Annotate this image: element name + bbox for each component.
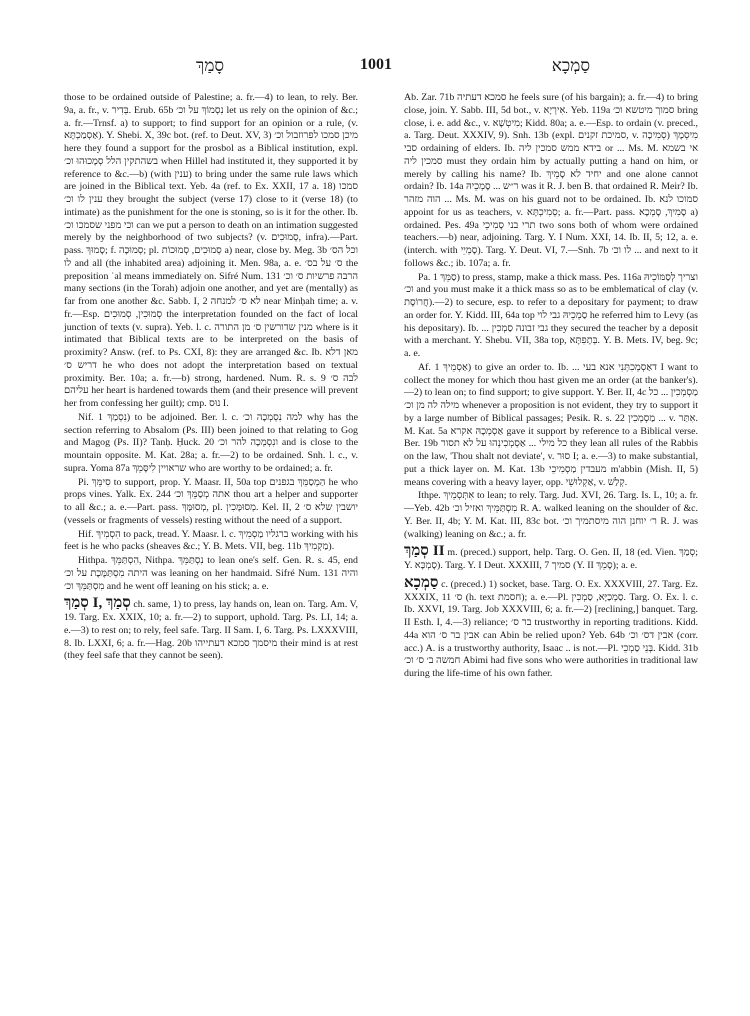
right-para-ithpe: Ithpe. אִתְּסְמֵיךְ to lean; to rely. Targ. Jud. XVI, 26. Targ. Is. L, 10; a. fr.—Yeb. 42b מִסְתַּמֵּיךְ ואזיל וכ׳ R. A. walked leaning on the shoulder of &c. Y. Ber. II, 4b; Y. M. Kat. III, 83c bot. ר׳ יוחנן הוה מיסתמיך וכ׳ R. J. was (walking) leaning on &c.; a. fr. <box>404 490 698 540</box>
entry-headword: סַמְכָא <box>404 574 439 591</box>
left-para-pi: Pi. סִימֵּךְ to support, prop. Y. Maasr. II, 50a top הַמְסַמֵּךְ בגפנים he who props vines. Yalk. Ex. 244 אתה מְסַמֵּךְ וכ׳ thou art a helper and supporter to all &c.; a. e.—Part. pass. מְסוּמָּךְ, pl. מְסוּמָּכִין. Kel. II, 2 יושבין שלא ס׳ (vessels or fragments of vessels) resting without the need of a support. <box>64 476 358 526</box>
entry-headword: סְמַךְ I, סְמַךְ <box>64 595 131 612</box>
entry-text: c. (preced.) 1) socket, base. Targ. O. Ex. XXXVIII, 27. Targ. Ez. XXXIX, 11 ס׳ (h. text חסמת); a. e.—Pl. סַמְכַיָּא, סַמְכִין. Targ. O. Ex. l. c. Ib. XXVI, 19. Targ. Job XXXVIII, 6; a. fr.—2) [reclining,] banquet. Targ. II Esth. I, 4.—3) reliance; בר ס׳ trustworthy in reporting traditions. Kidd. 44a אבין בר ס׳ הוא can Abin be relied upon? Yeb. 64b אבין דס׳ וכ׳ (corr. acc.) A. is a trustworthy authority, Isaac .. is not.—Pl. בְּנֵי סַמְכֵי. Kidd. 31b חמשה ב׳ ס׳ וכ׳ Abimi had five sons who were authorities in traditional law during the life-time of his own father. <box>404 578 699 679</box>
page-number: 1001 <box>360 56 392 73</box>
left-column <box>64 92 358 663</box>
entry-text: ch. same, 1) to press, lay hands on, lean on. Targ. Am. V, 19. Targ. Ex. XXIX, 10; a. fr.—2) to support, uphold. Targ. Ps. LI, 14; a. e.—3) to rest on; to rely, feel safe. Targ. II Sam. I, 6. Targ. Ps. LXXXVIII, 8. Ib. LXXI, 6; a. fr.—Hag. 20b מיסמך סמכא דעתייהו their mind is at rest (they feel safe that they cannot be seen). <box>64 599 359 662</box>
header-left-guide-word: סָמַךְ <box>196 56 225 75</box>
left-para-nif: Nif. נִסְמַךְ 1) to be adjoined. Ber. l. c. למה נִסְמְכָה וכ׳ why has the section referring to Absalom (Ps. III) been joined to that relating to Gog and Magog (Ps. II)? Tanḥ. Ḥuck. 20 ונִסְמְכָה להר וכ׳ and is close to the mountain opposite. M. Kat. 28a; a. fr.—2) to be ordained. Snh. l. c., v. supra. Yoma 87a שראויין לִיסָּמֵךְ who are worthy to be ordained; a. fr. <box>64 411 359 474</box>
right-para-continued: Ab. Zar. 71b סמכא דעתיה he feels sure (of his bargain); a. fr.—4) to bring close, join. Y. Sabb. III, 5d bot., v. אִירְיָא. Yeb. 119a סמוך מיטשא וכ׳ bring close, i. e. add &c., v. מִיטְשָׁא; Kidd. 80a; a. e.—Esp. to ordain (v. preced., a. Targ. Deut. XXXIV, 9). Snh. 13b (expl. סמיכת זקנים, v. סְמִיכָה) מִיסְמָךְ סבי ordaining of elders. Ib. בידא ממש סמכין ליה or ... Ms. M. אי בשמא סמכין ליה must they ordain him by actually putting a hand on him, or merely by calling his name? Ib. יחיד לא סָמֵיךְ and one alone cannot ordain? Ib. 14a ר״ש ... סָמְכֵיהּ was it R. J. ben B. that ordained R. Meir? Ib. הוה מזהר ... Ms. M. was on his guard not to be ordained. Ib. סמוכו לנא appoint for us as teachers, v. סְמִיכְתָּא; a. fr.—Part. pass. סָמִיךְ, סָמְכָא a) ordained. Pes. 49a תרי בני סָמִיכֵי two sons both of whom were ordained teachers.—b) near, adjoining. Targ. Y. I Num. XXI, 14. Ib. II, 5; 12, a. e. (interch. with סָמְיֵי). Targ. Y. Deut. VI, 7.—Snh. 7b לו וכ׳ ... and next to it follows &c.; ib. 107a; a. fr. <box>404 92 699 269</box>
left-para-hithpa: Hithpa. הִסְתַּמֵּךְ, Nithpa. נִסְתַּמֵּךְ to lean one's self. Gen. R. s. 45, end היתה מִסְתַּמֶּכֶת על וכ׳ was leaning on her handmaid. Sifré Num. 131 והיה מִסְתַּמֵּךְ וכ׳ and he went off leaning on his stick; a. e. <box>64 555 358 592</box>
entry-text: m. (preced.) support, help. Targ. O. Gen. II, 18 (ed. Vien. סְמַךְ; Y. סָמְכָּא). Targ. Y. I Deut. XXXIII, 7 סמיך (Y. II סָמֵךְ); a. e. <box>404 547 699 571</box>
entry-headword: סְמַךְ II <box>404 543 445 560</box>
left-para-continued: those to be ordained outside of Palestine; a. fr.—4) to lean, to rely. Ber. 9a, a. fr., v. בְּדִיר. Erub. 65b נִסְמוֹךְ על וכ׳ let us rely on the opinion of &c.; a. fr.—Trnsf. a) to support; to find support for an opinion or a rule, (v. אַסְמַכְתָּא). Y. Shebi. X, 39c bot. (ref. to Deut. XV, 3) מיכן סמכו לפרוזבול וכ׳ here they found a support for the prosbol as a Biblical institution, expl. בשהתקין הלל סְמָכוּהוּ וכ׳ when Hillel had instituted it, they supported it by reference to &c.—b) (with ענין) to bring under the same rule laws which are joined in the Biblical text. Yeb. 4a (ref. to Ex. XXII, 17 a. 18) סמכו ענין לו וכ׳ they brought the subject (verse 17) close to it (verse 18) (to intimate) as the punishment for the one is stoning, so is it for the other. Ib. וכי מפני שסמכו וכ׳ can we put a person to death on an intimation suggested merely by the neighborhood of two subjects? (v. סְמוּכִים, infra).—Part. pass. סָמוּךְ; f. סְמוּכָה; pl. סְמוּכִים, סְמוּכוֹת a) near, close by. Meg. 3b וכל הס׳ לו and all (the inhabited area) adjoining it. Men. 98a, a. e. ס׳ על בס׳ the preposition ʿal means immediately on. Sifré Num. 131 הרבה פרשיות ס׳ וכ׳ many sections (in the Torah) adjoin one another, and yet are (mentally) as far from one another &c. Sabb. I, 2 לא ס׳ למנחה near Minḥah time; a. v. fr.—Esp. סְמוּכִין, סְמוּכִים the interpretation founded on the fact of local junction of texts (v. supra). Yeb. l. c. מנין שדורשין ס׳ מן התורה where is it intimated that Biblical texts are to be interpreted on the basis of proximity? Answ. (ref. to Ps. CXI, 8): they are arranged &c. Ib. מאן דלא דריש ס׳ he who does not adopt the interpretation based on textual proximity. Ber. 10a; a. fr.—b) strong, hardened. Num. R. s. 9 לבה ס׳ עליהם her heart is hardened towards them (and their presence will prevent her from confessing her guilt); cmp. נוּס I. <box>64 92 359 409</box>
right-para-pa: Pa. סַמֵּךְ 1) to press, stamp, make a thick mass. Pes. 116a וצריך לְסַמּוֹכֵיהּ וכ׳ and you must make it a thick mass so as to be emblematical of clay (v. חֲרוֹסֶת).—2) to secure, esp. to refer to a depositary for payment; to draw an order for. Y. Kidd. III, 64a top סַמְכֵיהּ גבי לוי he referred him to Levy (as his depositary). Ib. ... גבי זבונה סַמְכִין they secured the teacher by a deposit with a merchant. Y. Shebu. VII, 38a top, בְּתָפִתָּא. Y. B. Mets. IV, beg. 9c; a. e. <box>404 271 698 359</box>
right-column <box>404 92 698 681</box>
header-right-guide-word: סַמְכָא <box>551 56 590 75</box>
left-entry-samakh-i <box>64 597 358 663</box>
right-entry-samkha <box>404 574 699 681</box>
page-header <box>64 56 700 80</box>
right-entry-samakh-ii <box>404 545 698 573</box>
left-para-hif: Hif. הִסְמִיךְ to pack, tread. Y. Maasr. l. c. ברגליו מַסְמִיךְ working with his feet is he who packs (sheaves &c.; Y. B. Mets. VII, beg. 11b מַקְמִיךְ). <box>64 528 358 553</box>
right-para-af: Af. אַסְמֵיךְ 1) to give an order to. Ib. ... דאַסְמְכִתְּנִי אנא בעי I want to collect the money for which thou hast given me an order (at the banker's).—2) to lean on; to find support; to give support. Y. Ber. II, 4c מַסְמְכִין ... כל מילה לה מן וכ׳ whenever a proposition is not evident, they try to support it by a large number of Biblical passages; Pesik. R. s. 22 מַסְמְכִין ... v. אִתַּר. M. Kat. 5a אַסְמְכָהּ אקרא gave it support by reference to a Biblical verse. Ber. 19b כל מילי ... אַסְמְכִינְהוּ על לא תסור they lean all rules of the Rabbis on the law, 'Thou shalt not deviate', v. סוּר I; a. e.—3) to make substantial, put a thick layer on. M. Kat. 13b מעבדין מַסְמִיכֵי m'abbin (Mish. II, 5) means covering with a heavy layer, opp. אַקְלוּשֵׁי, v. קְלַשׁ. <box>404 361 699 488</box>
